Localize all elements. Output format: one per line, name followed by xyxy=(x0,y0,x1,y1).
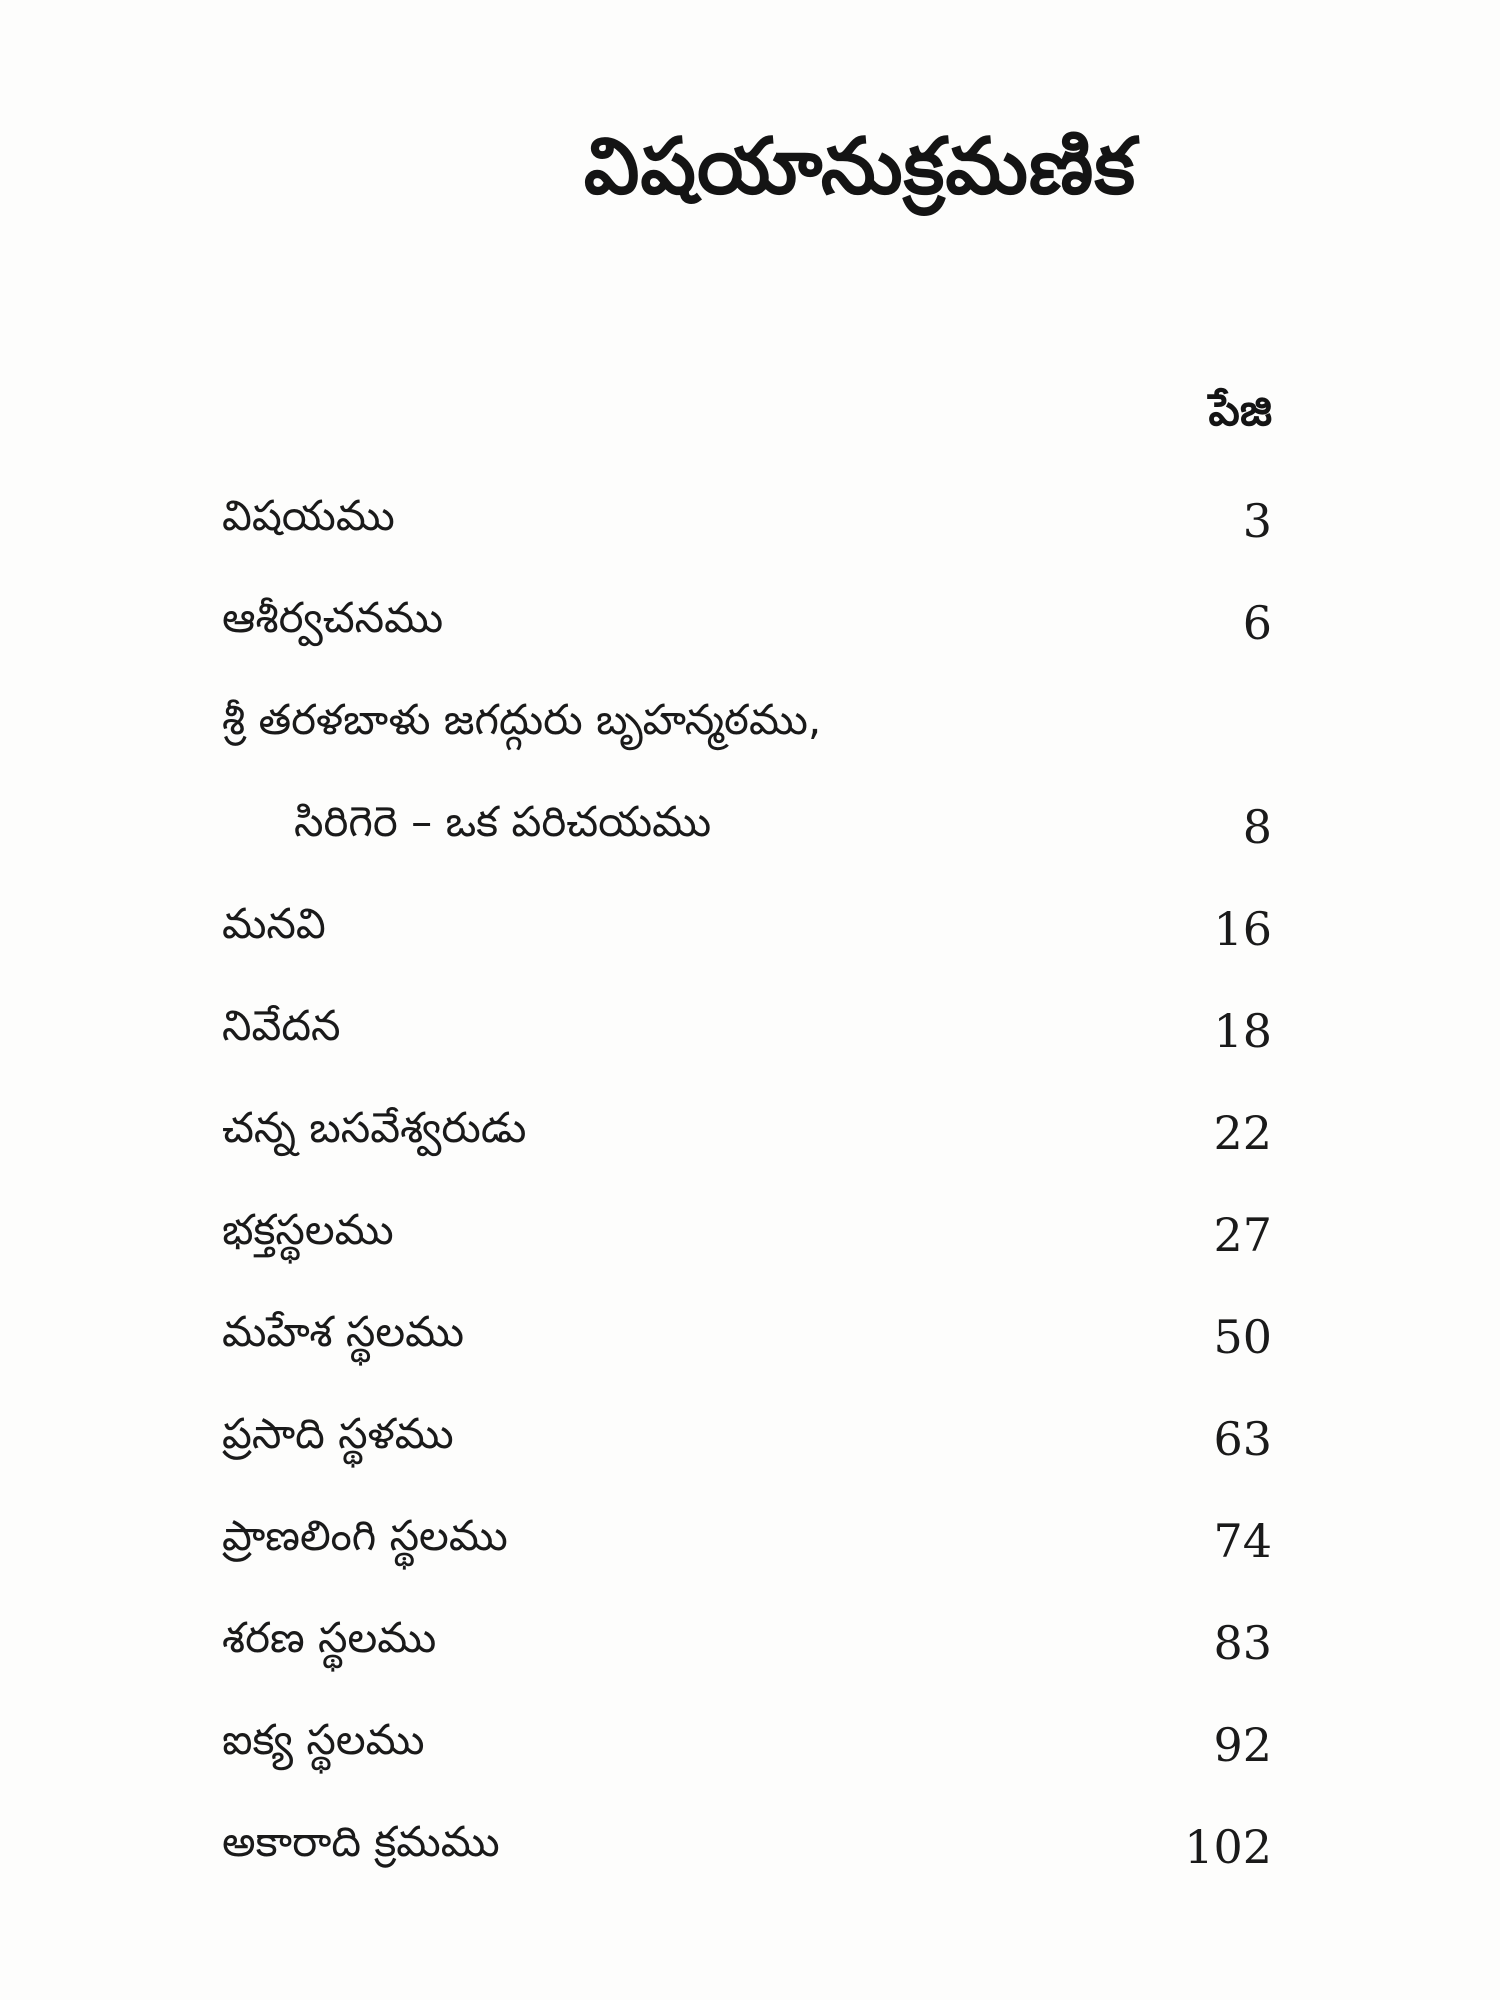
toc-row xyxy=(222,1388,1272,1490)
table-of-contents xyxy=(222,470,1272,1898)
toc-row xyxy=(222,470,1272,572)
toc-entry-page: 74 xyxy=(1213,1514,1272,1568)
toc-row xyxy=(222,980,1272,1082)
toc-entry-label: విషయము xyxy=(222,491,395,540)
toc-entry-page: 83 xyxy=(1213,1616,1272,1670)
toc-entry-page: 92 xyxy=(1213,1718,1272,1772)
toc-entry-label: ఐక్య స్థలము xyxy=(222,1715,425,1764)
toc-entry-page: 6 xyxy=(1242,596,1272,650)
toc-row xyxy=(222,1490,1272,1592)
toc-entry-page: 63 xyxy=(1213,1412,1272,1466)
toc-row xyxy=(222,1592,1272,1694)
toc-entry-label: నివేదన xyxy=(222,1001,341,1050)
toc-entry-page: 27 xyxy=(1213,1208,1272,1262)
toc-entry-page: 3 xyxy=(1242,494,1272,548)
page-title: విషయానుక్రమణిక xyxy=(583,122,1137,212)
toc-row xyxy=(222,1286,1272,1388)
toc-row xyxy=(222,1184,1272,1286)
toc-row xyxy=(222,1082,1272,1184)
toc-entry-label: భక్తస్థలము xyxy=(222,1205,394,1254)
toc-entry-label: శరణ స్థలము xyxy=(222,1613,437,1662)
toc-entry-label: ప్రసాది స్థళము xyxy=(222,1409,454,1458)
toc-row xyxy=(222,878,1272,980)
toc-entry-label: ఆశీర్వచనము xyxy=(222,593,444,642)
toc-row xyxy=(222,776,1272,878)
toc-entry-page: 8 xyxy=(1242,800,1272,854)
toc-row xyxy=(222,1694,1272,1796)
toc-entry-page: 18 xyxy=(1213,1004,1272,1058)
toc-row xyxy=(222,572,1272,674)
toc-entry-label: ప్రాణలింగి స్థలము xyxy=(222,1511,508,1560)
page-column-header: పేజి xyxy=(1208,385,1272,436)
toc-row xyxy=(222,674,1272,776)
toc-entry-page: 22 xyxy=(1213,1106,1272,1160)
toc-entry-page: 50 xyxy=(1213,1310,1272,1364)
toc-entry-page: 16 xyxy=(1213,902,1272,956)
toc-entry-label: చన్న బసవేశ్వరుడు xyxy=(222,1103,527,1152)
toc-entry-label: శ్రీ తరళబాళు జగద్గురు బృహన్మఠము, xyxy=(222,695,822,744)
toc-entry-label: అకారాది క్రమము xyxy=(222,1817,500,1866)
toc-entry-label: మహేశ స్థలము xyxy=(222,1307,465,1356)
toc-entry-label: సిరిగెరె – ఒక పరిచయము xyxy=(294,797,712,846)
toc-entry-page: 102 xyxy=(1184,1820,1272,1874)
toc-entry-label: మనవి xyxy=(222,899,326,948)
toc-row xyxy=(222,1796,1272,1898)
